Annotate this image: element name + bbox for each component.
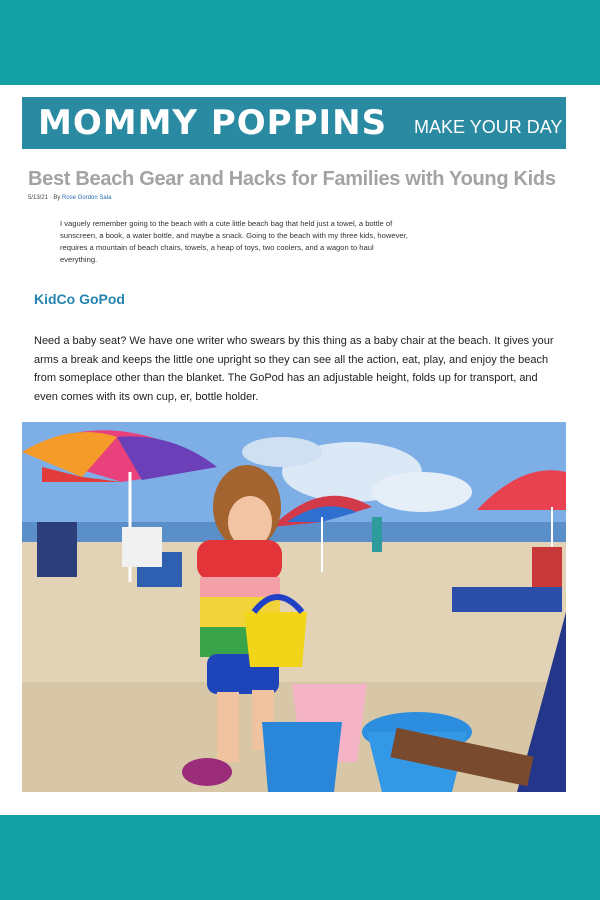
blue-bucket xyxy=(262,722,342,792)
purple-bucket xyxy=(182,758,232,786)
child-shirt-pink xyxy=(200,577,280,597)
photo-cloud xyxy=(242,437,322,467)
beach-photo xyxy=(22,422,566,792)
blue-tarp xyxy=(452,587,562,612)
photo-ocean xyxy=(22,522,566,544)
beach-chair xyxy=(37,522,77,577)
section-body: Need a baby seat? We have one writer who swears by this thing as a baby chair at the beach. It gives your arms a break and keeps the little one upright so they can see all the action, eat, play, and enjoy the beach from someplace other than the blanket. The GoPod has an adjustable height, folds up for transport, and even comes with its own cup, er, bottle holder. xyxy=(34,335,554,403)
byline xyxy=(28,195,111,201)
child-shirt-red xyxy=(197,540,282,580)
article-intro: I vaguely remember going to the beach with a cute little beach bag that held just a towel, a bottle of sunscreen, a book, a water bottle, and maybe a snack. Going to the beach with my three kids, however, requires a mountain of beach chairs, towels, a heap of toys, two coolers, and a wagon to haul everything. xyxy=(60,219,408,264)
photo-cloud xyxy=(372,472,472,512)
article-card xyxy=(0,85,600,815)
author-link[interactable]: Rose Gordon Sala xyxy=(62,195,112,201)
top-teal-band xyxy=(0,0,600,85)
byline-prefix: · By xyxy=(49,195,61,201)
publish-date: 5/13/21 xyxy=(28,195,49,201)
section-heading: KidCo GoPod xyxy=(34,291,125,307)
site-header xyxy=(22,97,566,149)
child-leg xyxy=(217,692,239,762)
article-title: Best Beach Gear and Hacks for Families with Young Kids xyxy=(28,168,556,190)
yellow-watering-can xyxy=(244,612,307,667)
bottom-teal-band xyxy=(0,815,600,900)
towel xyxy=(122,527,162,567)
person xyxy=(532,547,562,587)
site-logo[interactable]: MOMMY POPPINS xyxy=(38,103,388,143)
person xyxy=(372,517,382,552)
site-tagline: MAKE YOUR DAY xyxy=(414,117,563,137)
